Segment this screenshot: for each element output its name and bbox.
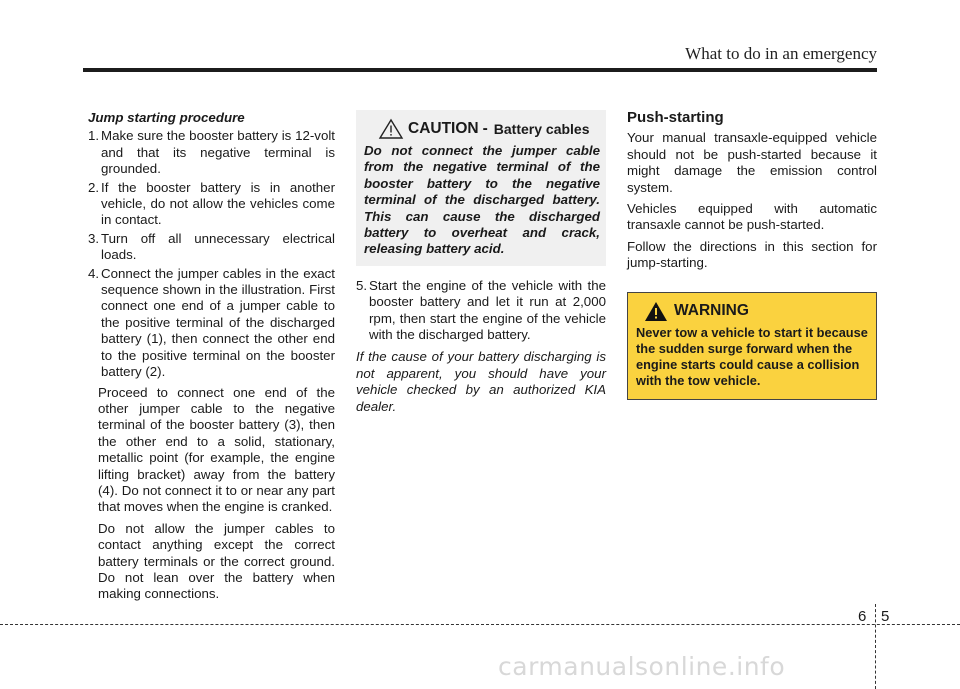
warning-label: WARNING [674, 301, 749, 319]
jump-start-steps [88, 128, 335, 380]
caution-separator: - [482, 119, 488, 137]
step-number: 3. [88, 230, 100, 246]
step-item [88, 180, 335, 229]
automatic-paragraph: Vehicles equipped with automatic transaxle cannot be push-started. [627, 201, 877, 233]
negative-cable-paragraph: Proceed to connect one end of the other jumper cable to the negative terminal of the booster battery (3), then the other end to a solid, stationary, metallic point (for example, the engine lifting bracket) away from the battery (4). Do not connect it to or near any part that moves when the engine is cranked. [98, 384, 335, 515]
step-item [356, 278, 606, 344]
step-number: 2. [88, 179, 100, 195]
middle-column [356, 110, 606, 415]
caution-triangle-icon [378, 118, 404, 140]
step-text: If the booster battery is in another vehicle, do not allow the vehicles come in contact. [101, 179, 335, 228]
dealer-note: If the cause of your battery discharging is not apparent, you should have your vehicle checked by an authorized KIA dealer. [356, 349, 606, 414]
warning-box [627, 292, 877, 400]
page-number: 5 [881, 608, 890, 625]
page-header-title: What to do in an emergency [685, 44, 877, 63]
warning-title [636, 301, 868, 322]
footer-vertical-rule [875, 604, 876, 689]
step-text: Make sure the booster battery is 12-volt and that its negative terminal is grounded. [101, 128, 335, 177]
step-item [88, 231, 335, 264]
step-item [88, 128, 335, 177]
step-number: 4. [88, 265, 100, 281]
header-rule [83, 68, 877, 72]
left-column [88, 110, 335, 603]
step-number: 1. [88, 128, 100, 144]
warning-triangle-icon [644, 301, 668, 322]
step-text: Start the engine of the vehicle with the booster battery and let it run at 2,000 rpm, then start the engine of the vehicle with the discharged battery. [369, 277, 606, 343]
caution-box [356, 110, 606, 266]
jump-start-subheading: Jump starting procedure [88, 110, 245, 125]
push-start-paragraph: Your manual transaxle-equipped vehicle should not be push-started because it might damage the emission control system. [627, 130, 877, 195]
warning-body: Never tow a vehicle to start it because the sudden surge forward when the engine starts could cause a collision with the tow vehicle. [636, 324, 868, 388]
watermark-text: carmanualsonline.info [498, 652, 786, 681]
contact-warning-paragraph: Do not allow the jumper cables to contact anything except the correct battery terminals or the correct ground. Do not lean over the battery when making connections. [98, 520, 335, 602]
right-column [627, 110, 877, 400]
step-text: Turn off all unnecessary electrical loads. [101, 230, 335, 263]
caution-body: Do not connect the jumper cable from the negative terminal of the booster battery to the negative terminal of the discharged battery. This can cause the discharged battery to overheat and crack, releasing battery acid. [364, 143, 600, 257]
chapter-number: 6 [858, 608, 867, 625]
caution-subject: Battery cables [493, 120, 590, 137]
footer-dashed-rule [0, 624, 960, 625]
jump-start-steps-continued [356, 278, 606, 344]
push-starting-heading: Push-starting [627, 109, 724, 126]
step-number: 5. [356, 277, 368, 293]
follow-directions-paragraph: Follow the directions in this section for jump-starting. [627, 238, 877, 271]
step-text: Connect the jumper cables in the exact sequence shown in the illustration. First connect one end of a jumper cable to the positive terminal of the discharged battery (1), then connect the other end to the positive terminal on the booster battery (2). [101, 265, 335, 380]
caution-title [364, 118, 600, 140]
step-item [88, 266, 335, 381]
caution-label: CAUTION [408, 119, 479, 137]
